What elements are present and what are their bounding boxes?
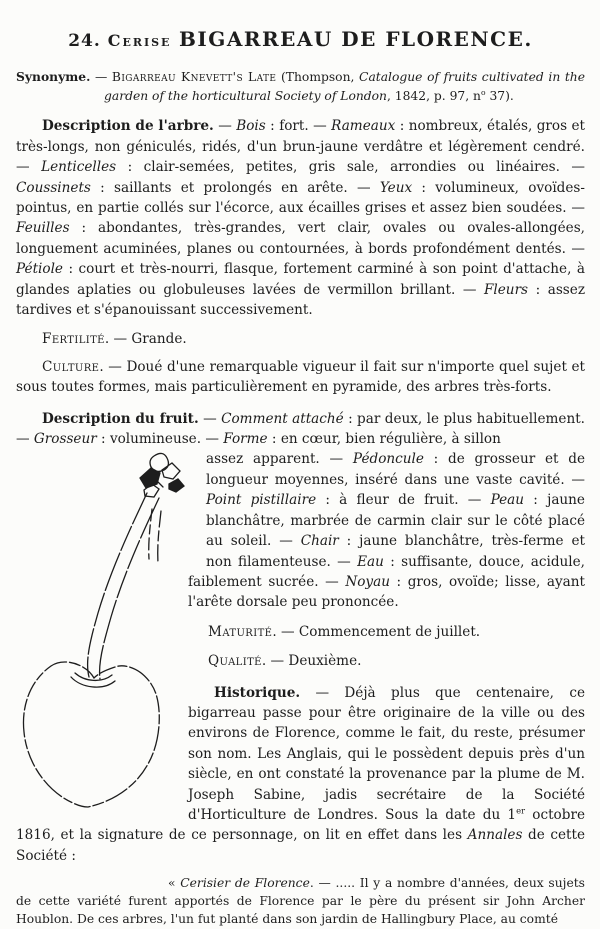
text-segment: Feuilles <box>16 220 70 237</box>
text-segment: Coussinets <box>16 179 91 196</box>
fertility-line <box>16 329 585 349</box>
page-title <box>16 16 585 54</box>
text-segment: de cette Société : <box>16 827 585 864</box>
text-segment: : assez tardives et s'épanouissant successivement. <box>16 281 585 319</box>
cherry-stalk <box>88 493 159 679</box>
text-segment: : à fleur de fruit. — <box>316 492 491 509</box>
text-segment: Bigarreau Knevett's Late <box>111 70 277 84</box>
text-segment: : abondantes, très-grandes, vert clair, ovales ou ovales-allongées, longuement acuminées, planes ou contournées, à bords profondément dentés. — <box>16 220 585 257</box>
cherry-bud-cluster-icon <box>140 454 184 498</box>
text-segment: assez apparent. — <box>206 451 353 468</box>
text-segment: : par deux, le plus habituellement. — <box>16 410 586 448</box>
text-segment: Comment attaché <box>221 410 344 427</box>
cherry-illustration-svg <box>16 451 206 819</box>
text-segment: Qualité <box>208 653 262 670</box>
text-segment: Synonyme. <box>16 69 91 84</box>
text-segment: 37). <box>485 88 514 103</box>
text-segment: : suffisante, douce, acidule, faiblement sucrée. — <box>188 553 585 590</box>
text-segment: Yeux <box>379 179 413 196</box>
text-segment: — Déjà plus que centenaire, ce bigarreau passe pour être originaire de la ville ou des environs de Florence, comme le fait, du reste, présumer son nom. Les Anglais, qui le possèdent depuis près d'un siècle, en ont constaté la provenance par la plume de M. Joseph Sabine, jadis secrétaire de la Société d'Horticulture de Londres. Sous la date du 1 <box>188 684 585 823</box>
text-segment: . — Deuxième. <box>261 653 362 670</box>
text-segment: : court et très-nourri, flasque, fortement carminé à son point d'attache, à glandes aplaties ou globuleuses lavées de vermillon brillant. — <box>16 261 585 298</box>
text-segment: Grosseur <box>33 431 97 448</box>
text-segment: . — Grande. <box>104 331 187 348</box>
text-segment: , 1842, p. 97, n <box>386 88 481 103</box>
synonyme-paragraph <box>16 68 585 105</box>
text-segment: : volumineuse. — <box>96 431 224 448</box>
text-segment: Fleurs <box>483 281 529 298</box>
text-segment: — <box>213 118 237 135</box>
text-segment: Bois <box>236 118 266 135</box>
cherry-stalk-stub <box>149 509 161 563</box>
text-segment: Cerisier de Florence <box>180 876 310 891</box>
text-segment: : volumineux, ovoïdes-pointus, en partie collés sur l'écorce, aux écailles grises et assez bien soudées. — <box>16 179 585 216</box>
text-segment: Cerise <box>107 31 180 50</box>
fruit-description-paragraph <box>16 409 585 450</box>
text-segment: Rameaux <box>331 118 396 135</box>
cherry-fruit-outline <box>23 662 159 807</box>
text-segment: Lenticelles <box>41 159 117 176</box>
text-segment: Point pistillaire <box>206 492 317 509</box>
text-segment: Description de l'arbre. <box>42 118 214 135</box>
text-segment: Annales <box>467 827 523 844</box>
cherry-illustration <box>16 451 206 819</box>
tree-description-paragraph <box>16 116 585 320</box>
text-segment: : jaune blanchâtre, marbrée de carmin clair sur le côté placé au soleil. — <box>206 492 585 550</box>
text-segment: Chair <box>300 533 339 550</box>
text-segment: er <box>516 805 526 816</box>
cherry-stem-cavity <box>71 677 115 687</box>
text-segment: — <box>90 70 112 84</box>
text-segment: Forme <box>223 431 268 448</box>
text-segment: Catalogue of fruits cultivated in the garden of the horticultural Society of London <box>104 70 585 103</box>
culture-paragraph <box>16 357 585 398</box>
text-segment: Peau <box>490 492 525 509</box>
text-segment: octobre 1816, et la signature de ce personnage, on lit en effet dans les <box>16 806 585 844</box>
text-segment: : gros, ovoïde; lisse, ayant l'arête dorsale peu prononcée. <box>188 573 585 611</box>
text-segment: Culture <box>42 358 100 375</box>
text-segment: Pétiole <box>16 261 63 278</box>
text-segment: Eau <box>357 553 384 570</box>
text-segment: (Thompson, <box>276 70 360 84</box>
text-segment: — <box>198 410 222 427</box>
text-segment: Description du fruit. <box>42 410 199 427</box>
text-segment: : en cœur, bien régulière, à sillon <box>267 431 501 448</box>
text-segment: . — Doué d'une remarquable vigueur il fait sur n'importe quel sujet et sous toutes formes, mais particulièrement en pyramide, des arbres très-forts. <box>16 358 585 396</box>
text-segment: : clair-semées, petites, gris sale, arrondies ou linéaires. — <box>116 159 585 176</box>
text-segment: 24. <box>68 31 108 51</box>
text-segment: : fort. — <box>265 118 332 135</box>
text-segment: : de grosseur et de longueur moyennes, inséré dans une vaste cavité. — <box>206 451 586 488</box>
text-segment: . — Commencement de juillet. <box>272 623 481 640</box>
text-segment: BIGARREAU DE FLORENCE. <box>179 27 533 51</box>
text-segment: « <box>168 876 181 891</box>
text-segment: : jaune blanchâtre, très-ferme et non filamenteuse. — <box>206 533 585 570</box>
text-segment: : saillants et prolongés en arête. — <box>90 179 380 196</box>
text-segment: Noyau <box>345 573 390 590</box>
figure-text-wrap <box>16 449 585 866</box>
text-segment: Maturité <box>208 623 273 640</box>
text-segment: Historique. <box>214 684 301 701</box>
text-segment: : nombreux, étalés, gros et très-longs, non géniculés, ridés, d'un brun-jaune verdâtre et légèrement cendré. — <box>16 118 585 176</box>
quote-paragraph <box>16 875 585 928</box>
text-segment: Pédoncule <box>352 451 424 468</box>
text-segment: . — ..... Il y a nombre d'années, deux sujets de cette variété furent apportés de Florence par le père du présent sir John Archer Houblon. De ces arbres, l'un fut planté dans son jardin de Hallingbury Place, au comté <box>16 876 585 926</box>
text-segment: o <box>480 87 486 97</box>
text-segment: Fertilité <box>42 331 105 348</box>
